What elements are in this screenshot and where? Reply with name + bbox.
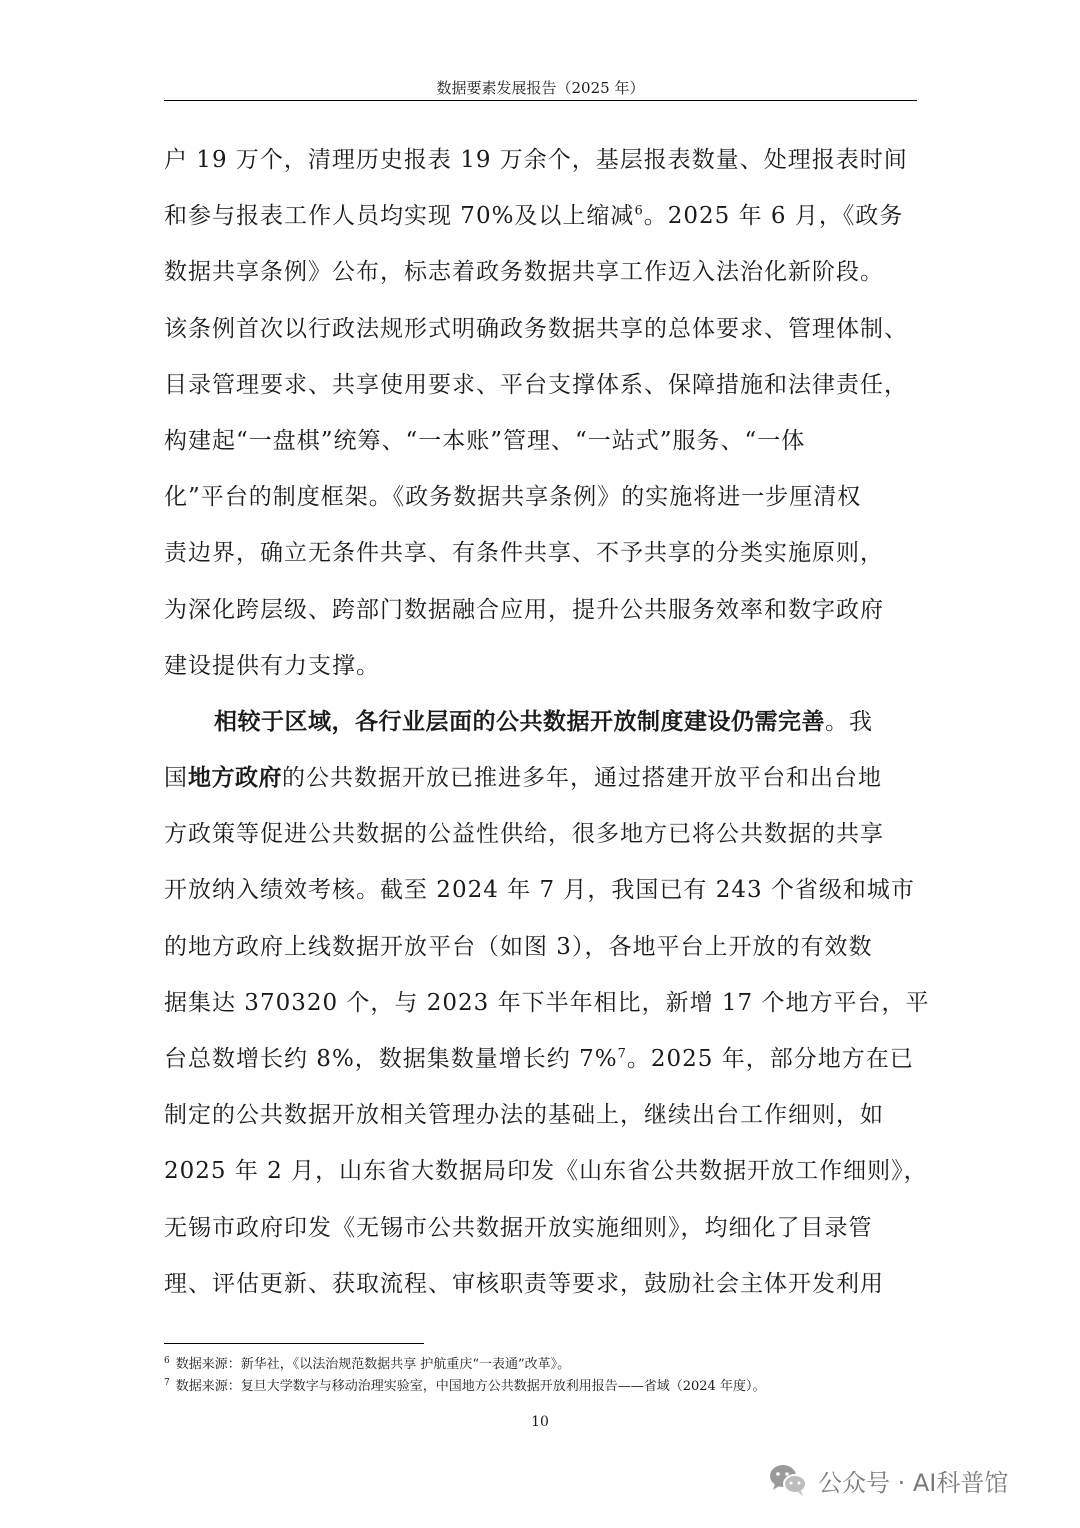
p1-line-9: 为深化跨层级、跨部门数据融合应用，提升公共服务效率和数字政府 <box>164 596 884 623</box>
p2-line-11: 理、评估更新、获取流程、审核职责等要求，鼓励社会主体开发利用 <box>164 1270 884 1297</box>
body-text <box>164 132 944 1312</box>
p2-line-3: 方政策等促进公共数据的公益性供给，很多地方已将公共数据的共享 <box>164 821 884 848</box>
header-rule <box>164 100 917 101</box>
p2-line-2: 国地方政府的公共数据开放已推进多年，通过搭建开放平台和出台地 <box>164 765 882 792</box>
running-header: 数据要素发展报告（2025 年） <box>436 79 645 97</box>
p1-line-1: 户 19 万个，清理历史报表 19 万余个，基层报表数量、处理报表时间 <box>164 147 908 173</box>
footnotes <box>164 1354 924 1398</box>
p2-line-9: 2025 年 2 月，山东省大数据局印发《山东省公共数据开放工作细则》， <box>164 1158 928 1185</box>
page-number: 10 <box>531 1414 549 1430</box>
p2-line-5: 的地方政府上线数据开放平台（如图 3），各地平台上开放的有效数 <box>164 933 873 960</box>
bold-term: 地方政府 <box>188 765 282 792</box>
footnote-rule <box>164 1343 424 1344</box>
footnote-ref-6[interactable]: 6 <box>634 203 644 219</box>
footnote-ref-7[interactable]: 7 <box>617 1046 627 1062</box>
footnote-6: $^6$ 数据来源：新华社，《以法治规范数据共享 护航重庆“一表通”改革》。 <box>164 1355 571 1372</box>
p2-line-4: 开放纳入绩效考核。截至 2024 年 7 月，我国已有 243 个省级和城市 <box>164 877 915 904</box>
p1-line-4: 该条例首次以行政法规形式明确政务数据共享的总体要求、管理体制、 <box>164 315 908 342</box>
p1-line-3: 数据共享条例》公布，标志着政务数据共享工作迈入法治化新阶段。 <box>164 259 884 286</box>
watermark-text: 公众号 · AI科普馆 <box>818 1468 1009 1497</box>
p2-line-7: 台总数增长约 8%，数据集数量增长约 7%$^7$。2025 年，部分地方在已 <box>164 1046 914 1072</box>
p1-line-5: 目录管理要求、共享使用要求、平台支撑体系、保障措施和法律责任， <box>164 371 908 398</box>
watermark <box>768 1460 1008 1500</box>
p2-line-8: 制定的公共数据开放相关管理办法的基础上，继续出台工作细则，如 <box>164 1102 884 1129</box>
p2-line-10: 无锡市政府印发《无锡市公共数据开放实施细则》，均细化了目录管 <box>164 1214 873 1241</box>
p1-line-10: 建设提供有力支撑。 <box>164 652 380 679</box>
p1-line-8: 责边界，确立无条件共享、有条件共享、不予共享的分类实施原则， <box>164 540 884 567</box>
p1-line-2: 和参与报表工作人员均实现 70%及以上缩减$^6$。2025 年 6 月，《政务 <box>164 203 904 230</box>
p2-line-6: 据集达 370320 个，与 2023 年下半年相比，新增 17 个地方平台，平 <box>164 989 930 1016</box>
footnote-7: $^7$ 数据来源：复旦大学数字与移动治理实验室，中国地方公共数据开放利用报告——省域（2024 年度）。 <box>164 1377 766 1394</box>
p1-line-7: 化”平台的制度框架。《政务数据共享条例》的实施将进一步厘清权 <box>164 484 862 511</box>
p1-line-6: 构建起“一盘棋”统筹、“一本账”管理、“一站式”服务、“一体 <box>164 427 806 454</box>
p2-line-1: 相较于区域，各行业层面的公共数据开放制度建设仍需完善。我 <box>214 708 873 735</box>
bold-lead-sentence: 相较于区域，各行业层面的公共数据开放制度建设仍需完善 <box>214 708 825 735</box>
wechat-icon <box>768 1463 808 1497</box>
